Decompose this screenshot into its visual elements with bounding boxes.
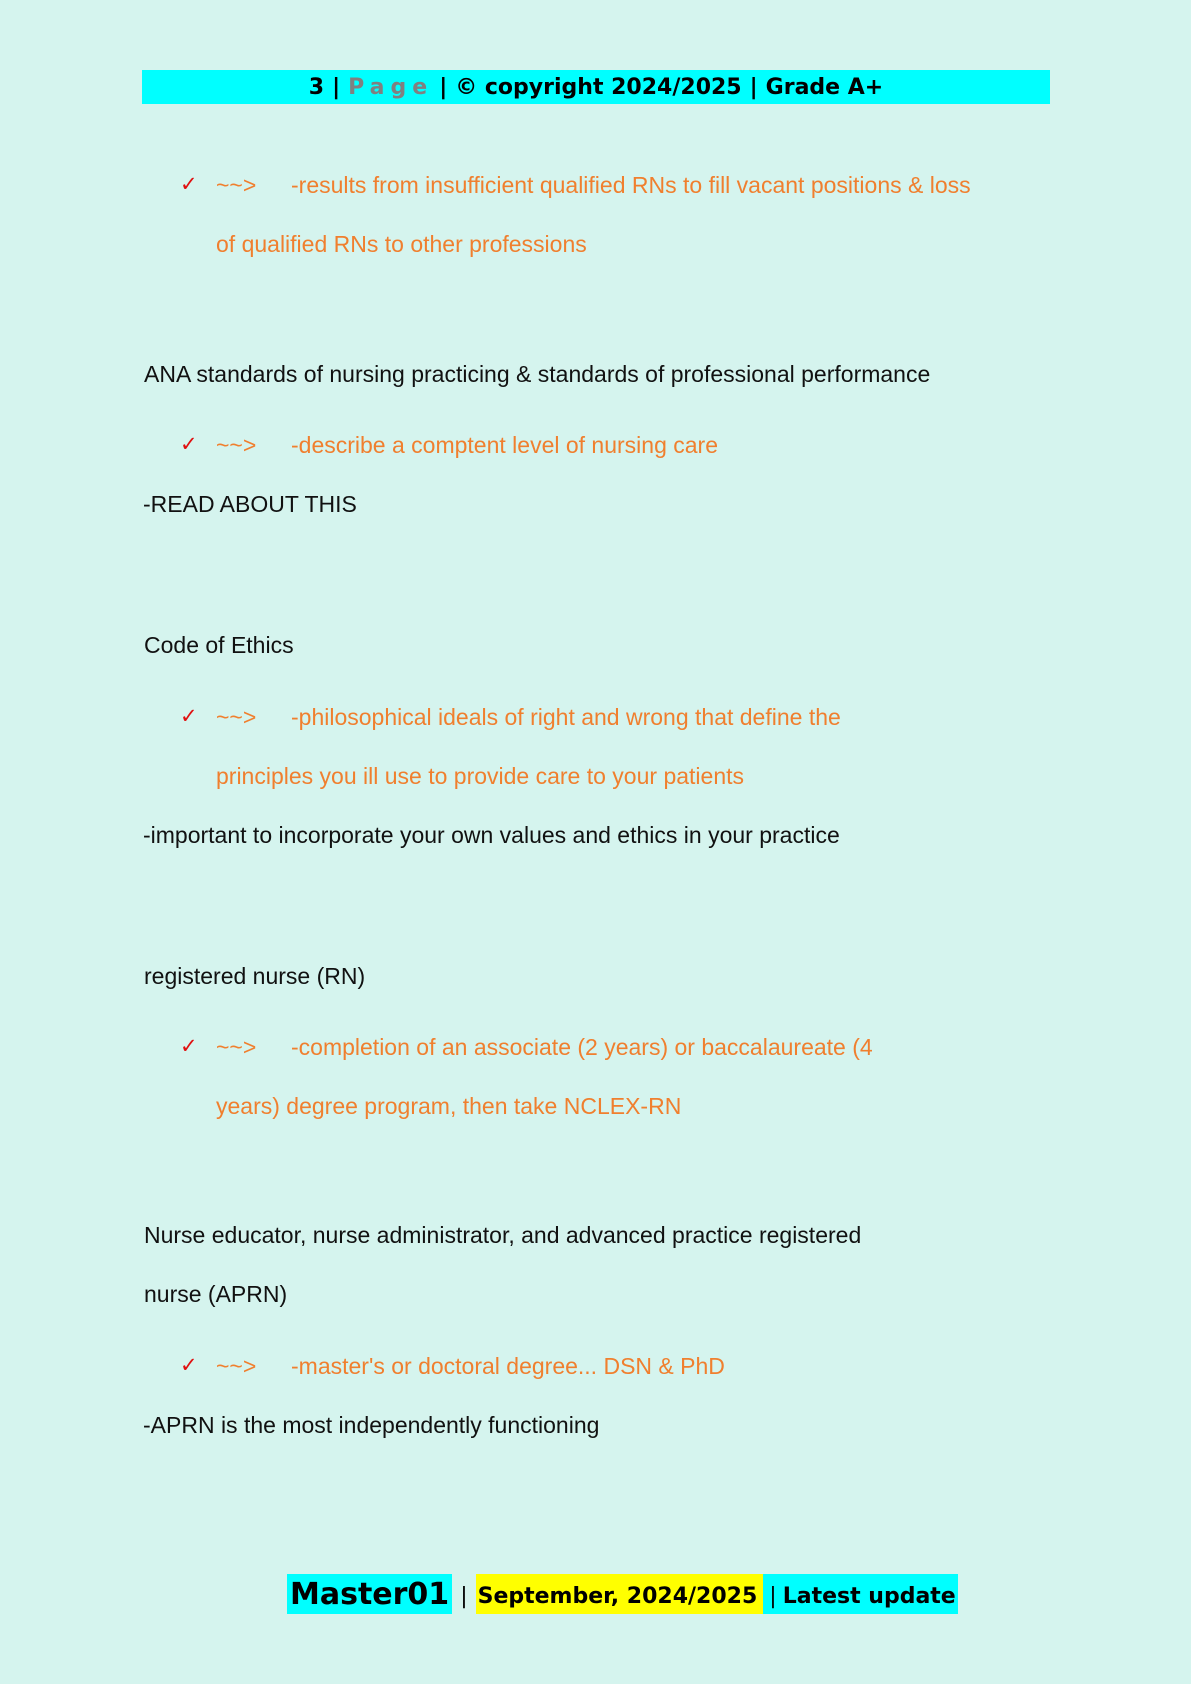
- header-separator: |: [749, 74, 758, 100]
- answer-text: -results from insufficient qualified RNs to fill vacant positions & loss: [291, 172, 971, 198]
- page-footer: [287, 1574, 958, 1614]
- arrow-marker: ~~>: [216, 172, 257, 198]
- page-header: [142, 70, 1050, 104]
- answer-text: -describe a comptent level of nursing care: [291, 432, 718, 458]
- arrow-marker: ~~>: [216, 1353, 257, 1379]
- answer-text: -master's or doctoral degree... DSN & PhD: [291, 1353, 725, 1379]
- term-heading-continued: nurse (APRN): [144, 1281, 288, 1307]
- answer-text-continued: of qualified RNs to other professions: [216, 231, 587, 257]
- footer-separator: |: [763, 1574, 782, 1614]
- checkmark-icon: ✓: [180, 432, 198, 456]
- answer-text: -philosophical ideals of right and wrong that define the: [291, 704, 841, 730]
- footer-separator: |: [460, 1583, 468, 1609]
- page-number: 3: [308, 74, 325, 100]
- checkmark-icon: ✓: [180, 1353, 198, 1377]
- header-separator: |: [332, 74, 341, 100]
- brand-label: Master01: [287, 1574, 452, 1614]
- note-text: -READ ABOUT THIS: [143, 491, 357, 517]
- answer-text: -completion of an associate (2 years) or baccalaureate (4: [291, 1034, 873, 1060]
- checkmark-icon: ✓: [180, 704, 198, 728]
- footer-date: September, 2024/2025: [476, 1574, 764, 1614]
- page-word: Page: [348, 74, 434, 100]
- answer-text-continued: principles you ill use to provide care to your patients: [216, 763, 745, 789]
- term-heading: Code of Ethics: [144, 632, 294, 658]
- arrow-marker: ~~>: [216, 1034, 257, 1060]
- latest-update-label: Latest update: [783, 1574, 958, 1614]
- arrow-marker: ~~>: [216, 704, 257, 730]
- note-text: -APRN is the most independently functioning: [143, 1412, 600, 1438]
- term-heading: ANA standards of nursing practicing & standards of professional performance: [144, 361, 931, 387]
- term-heading: Nurse educator, nurse administrator, and advanced practice registered: [144, 1222, 862, 1248]
- note-text: -important to incorporate your own values and ethics in your practice: [143, 822, 840, 848]
- grade-text: Grade A+: [765, 74, 884, 100]
- term-heading: registered nurse (RN): [144, 963, 366, 989]
- copyright-text: © copyright 2024/2025: [455, 74, 742, 100]
- answer-text-continued: years) degree program, then take NCLEX-RN: [216, 1093, 682, 1119]
- header-separator: |: [439, 74, 448, 100]
- arrow-marker: ~~>: [216, 432, 257, 458]
- checkmark-icon: ✓: [180, 1034, 198, 1058]
- checkmark-icon: ✓: [180, 172, 198, 196]
